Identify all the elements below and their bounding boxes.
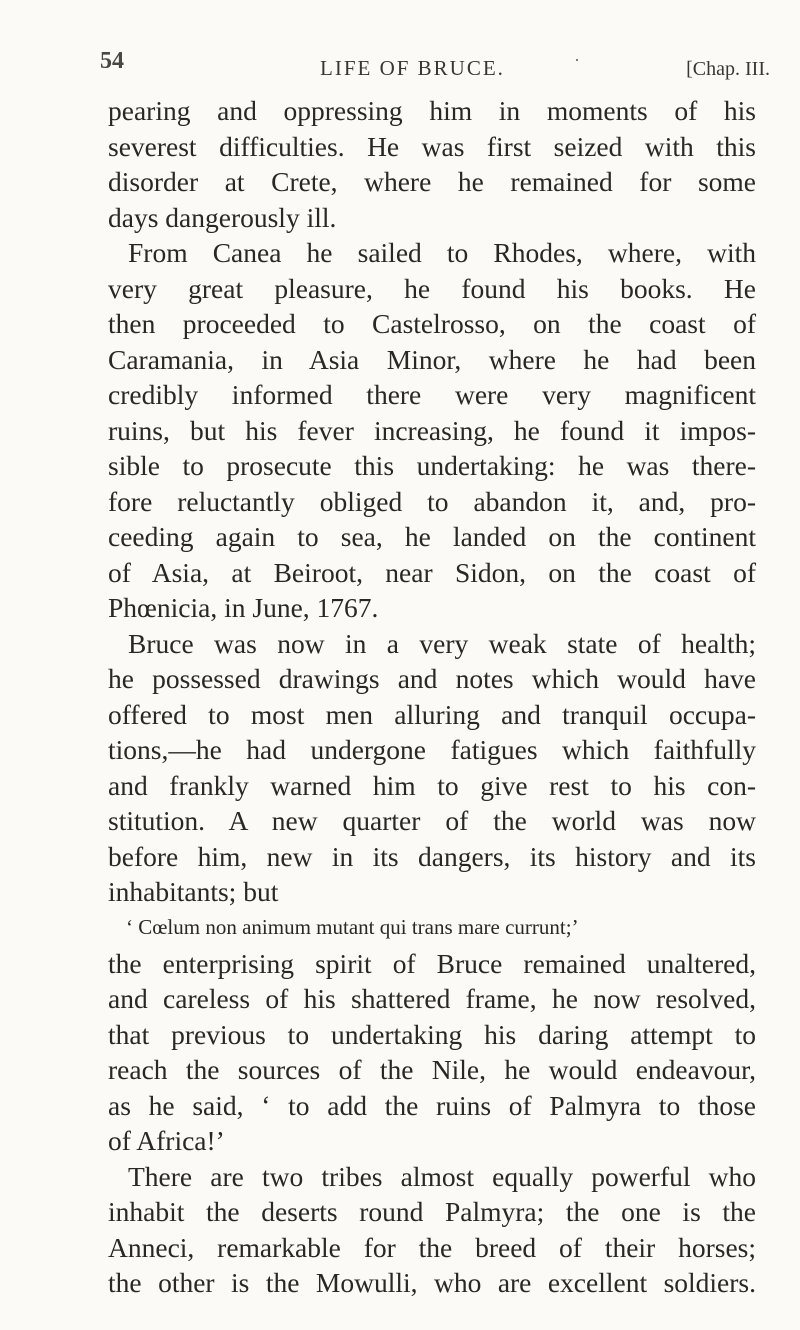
running-title: LIFE OF BRUCE. <box>320 56 505 80</box>
text-line: days dangerously ill. <box>108 201 337 233</box>
text-line: ceeding again to sea, he landed on the continent <box>108 521 756 552</box>
text-line: pearing and oppressing him in moments of his <box>108 95 756 126</box>
text-line: disorder at Crete, where he remained for some <box>108 166 756 197</box>
text-line: inhabitants; but <box>108 876 279 907</box>
latin-quotation: ‘ Cœlum non animum mutant qui trans mare currunt;’ <box>126 914 579 939</box>
text-line: of Asia, at Beiroot, near Sidon, on the coast of <box>108 556 756 588</box>
text-line: sible to prosecute this undertaking: he was there- <box>108 450 756 481</box>
text-line: the enterprising spirit of Bruce remained unaltered, <box>108 947 756 979</box>
text-line: fore reluctantly obliged to abandon it, and, pro- <box>108 485 756 517</box>
text-line: he possessed drawings and notes which would have <box>108 663 756 694</box>
text-line: Caramania, in Asia Minor, where he had been <box>108 343 756 375</box>
running-head <box>100 48 770 88</box>
text-line: severest difficulties. He was first seized with this <box>108 130 756 162</box>
text-line: stitution. A new quarter of the world was now <box>108 805 756 836</box>
text-line: the other is the Mowulli, who are excellent soldiers. <box>108 1267 756 1298</box>
text-line: and careless of his shattered frame, he now resolved, <box>108 983 756 1014</box>
text-line: reach the sources of the Nile, he would endeavour, <box>108 1054 756 1085</box>
text-line: Bruce was now in a very weak state of health; <box>128 627 756 659</box>
text-line: There are two tribes almost equally powerful who <box>128 1160 756 1192</box>
text-line: of Africa!’ <box>108 1125 225 1156</box>
text-line: then proceeded to Castelrosso, on the coast of <box>108 308 756 339</box>
text-line: that previous to undertaking his daring attempt to <box>108 1018 756 1050</box>
text-line: credibly informed there were very magnificent <box>108 379 756 410</box>
text-line: Anneci, remarkable for the breed of their horses; <box>108 1231 756 1263</box>
text-line: From Canea he sailed to Rhodes, where, with <box>128 237 756 268</box>
text-line: tions,—he had undergone fatigues which faithfully <box>108 734 756 765</box>
text-line: ruins, but his fever increasing, he found it impos- <box>108 414 756 446</box>
text-line: very great pleasure, he found his books. He <box>108 272 756 304</box>
text-line: as he said, ‘ to add the ruins of Palmyra to those <box>108 1089 756 1121</box>
text-line: Phœnicia, in June, 1767. <box>108 592 379 623</box>
running-head-dash: · <box>574 50 580 70</box>
text-line: before him, new in its dangers, its history and its <box>108 840 756 872</box>
text-line: offered to most men alluring and tranquil occupa- <box>108 698 756 730</box>
text-line: and frankly warned him to give rest to his con- <box>108 769 756 801</box>
text-line: inhabit the deserts round Palmyra; the one is the <box>108 1196 756 1227</box>
page-number: 54 <box>100 48 124 74</box>
body-text <box>108 93 756 1301</box>
chapter-reference: [Chap. III. <box>686 58 770 80</box>
